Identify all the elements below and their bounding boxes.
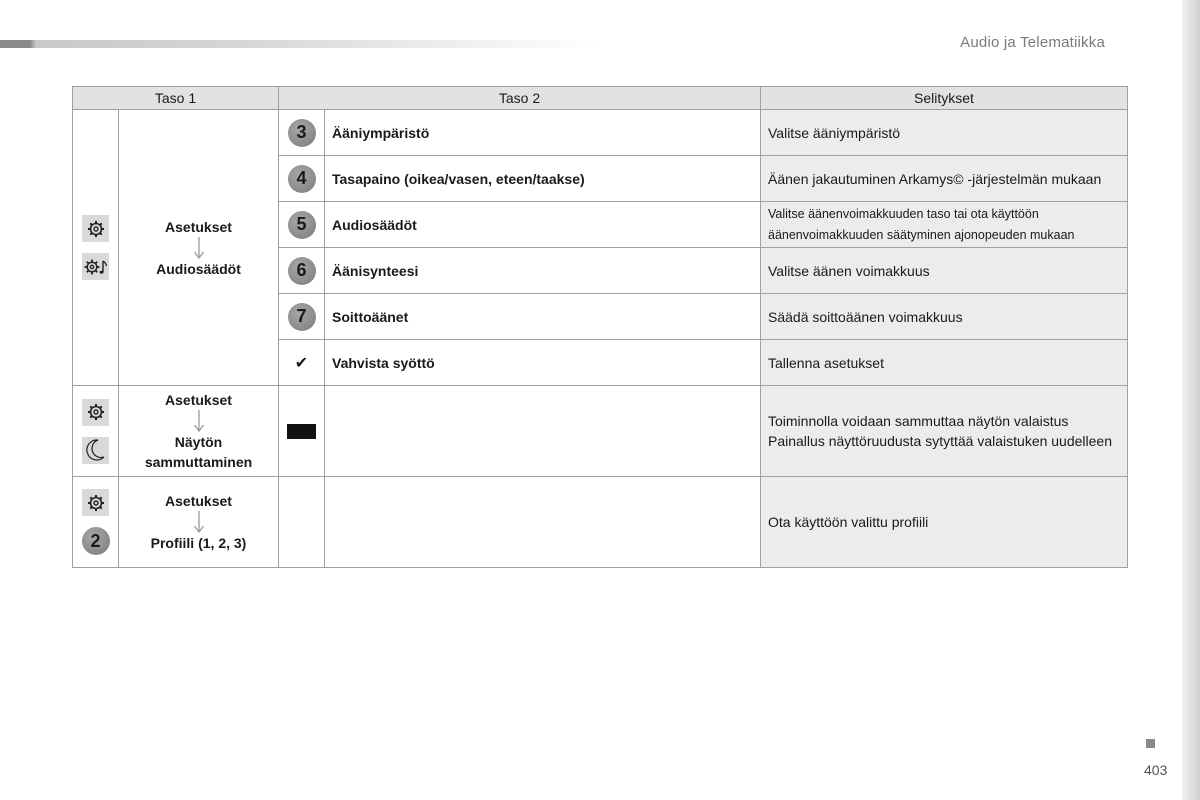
arrow-down-icon: [193, 511, 205, 533]
arrow-down-icon: [193, 237, 205, 259]
section-title: Audio ja Telematiikka: [960, 34, 1105, 51]
group1-level1: [119, 110, 279, 386]
header-level2: Taso 2: [279, 87, 761, 110]
level1-audio-label: Audiosäädöt: [156, 260, 241, 277]
level1-settings-label: Asetukset: [165, 218, 232, 235]
page-edge-strip: [1182, 0, 1200, 800]
description: Valitse ääniympäristö: [761, 110, 1128, 156]
level2-label: Äänisynteesi: [325, 248, 761, 294]
level1-settings-label: Asetukset: [165, 392, 232, 408]
page-marker: [1146, 739, 1155, 748]
arrow-down-icon: [193, 410, 205, 432]
screen-off-icon: [287, 424, 316, 439]
group2-level1: [119, 386, 279, 477]
group1-icons: [73, 110, 119, 386]
level1-settings-label: Asetukset: [165, 493, 232, 509]
description: Valitse äänen voimakkuus: [761, 248, 1128, 294]
step-number-badge: 4: [288, 165, 316, 193]
level2-label: Audiosäädöt: [325, 202, 761, 248]
level2-empty: [325, 386, 761, 477]
step-number-badge: 6: [288, 257, 316, 285]
audio-settings-icon: [82, 253, 109, 280]
profile-number-icon: 2: [82, 527, 110, 555]
level2-empty: [325, 477, 761, 568]
level2-label: Ääniympäristö: [325, 110, 761, 156]
table-row: [73, 477, 1128, 568]
level1-screen-off-label: Näytön sammuttaminen: [144, 434, 253, 470]
level2-label: Vahvista syöttö: [325, 340, 761, 386]
description: Säädä soittoäänen voimakkuus: [761, 294, 1128, 340]
num-empty: [279, 477, 325, 568]
level1-profile-label: Profiili (1, 2, 3): [150, 535, 247, 551]
checkmark-icon: ✔: [294, 354, 309, 372]
description: Toiminnolla voidaan sammuttaa näytön valaistus Painallus näyttöruudusta sytyttää valaistuken uudelleen: [761, 386, 1128, 477]
description: Valitse äänenvoimakkuuden taso tai ota käyttöön äänenvoimakkuuden säätyminen ajonopeuden mukaan: [761, 202, 1128, 248]
group2-icons: [73, 386, 119, 477]
header-descriptions: Selitykset: [761, 87, 1128, 110]
description: Tallenna asetukset: [761, 340, 1128, 386]
page-number: 403: [1144, 762, 1168, 778]
group3-level1: [119, 477, 279, 568]
header-decorative-bar: [0, 40, 600, 48]
settings-gear-icon: [82, 489, 109, 516]
description: Äänen jakautuminen Arkamys© -järjestelmän mukaan: [761, 156, 1128, 202]
header-level1: Taso 1: [73, 87, 279, 110]
settings-gear-icon: [82, 215, 109, 242]
step-number-badge: 3: [288, 119, 316, 147]
settings-gear-icon: [82, 399, 109, 426]
step-number-badge: 5: [288, 211, 316, 239]
table-row: [73, 110, 1128, 156]
table-row: [73, 386, 1128, 477]
moon-icon: [82, 437, 109, 464]
step-number-badge: 7: [288, 303, 316, 331]
group3-icons: [73, 477, 119, 568]
description: Ota käyttöön valittu profiili: [761, 477, 1128, 568]
level2-label: Soittoäänet: [325, 294, 761, 340]
level2-label: Tasapaino (oikea/vasen, eteen/taakse): [325, 156, 761, 202]
settings-table: [72, 86, 1128, 568]
